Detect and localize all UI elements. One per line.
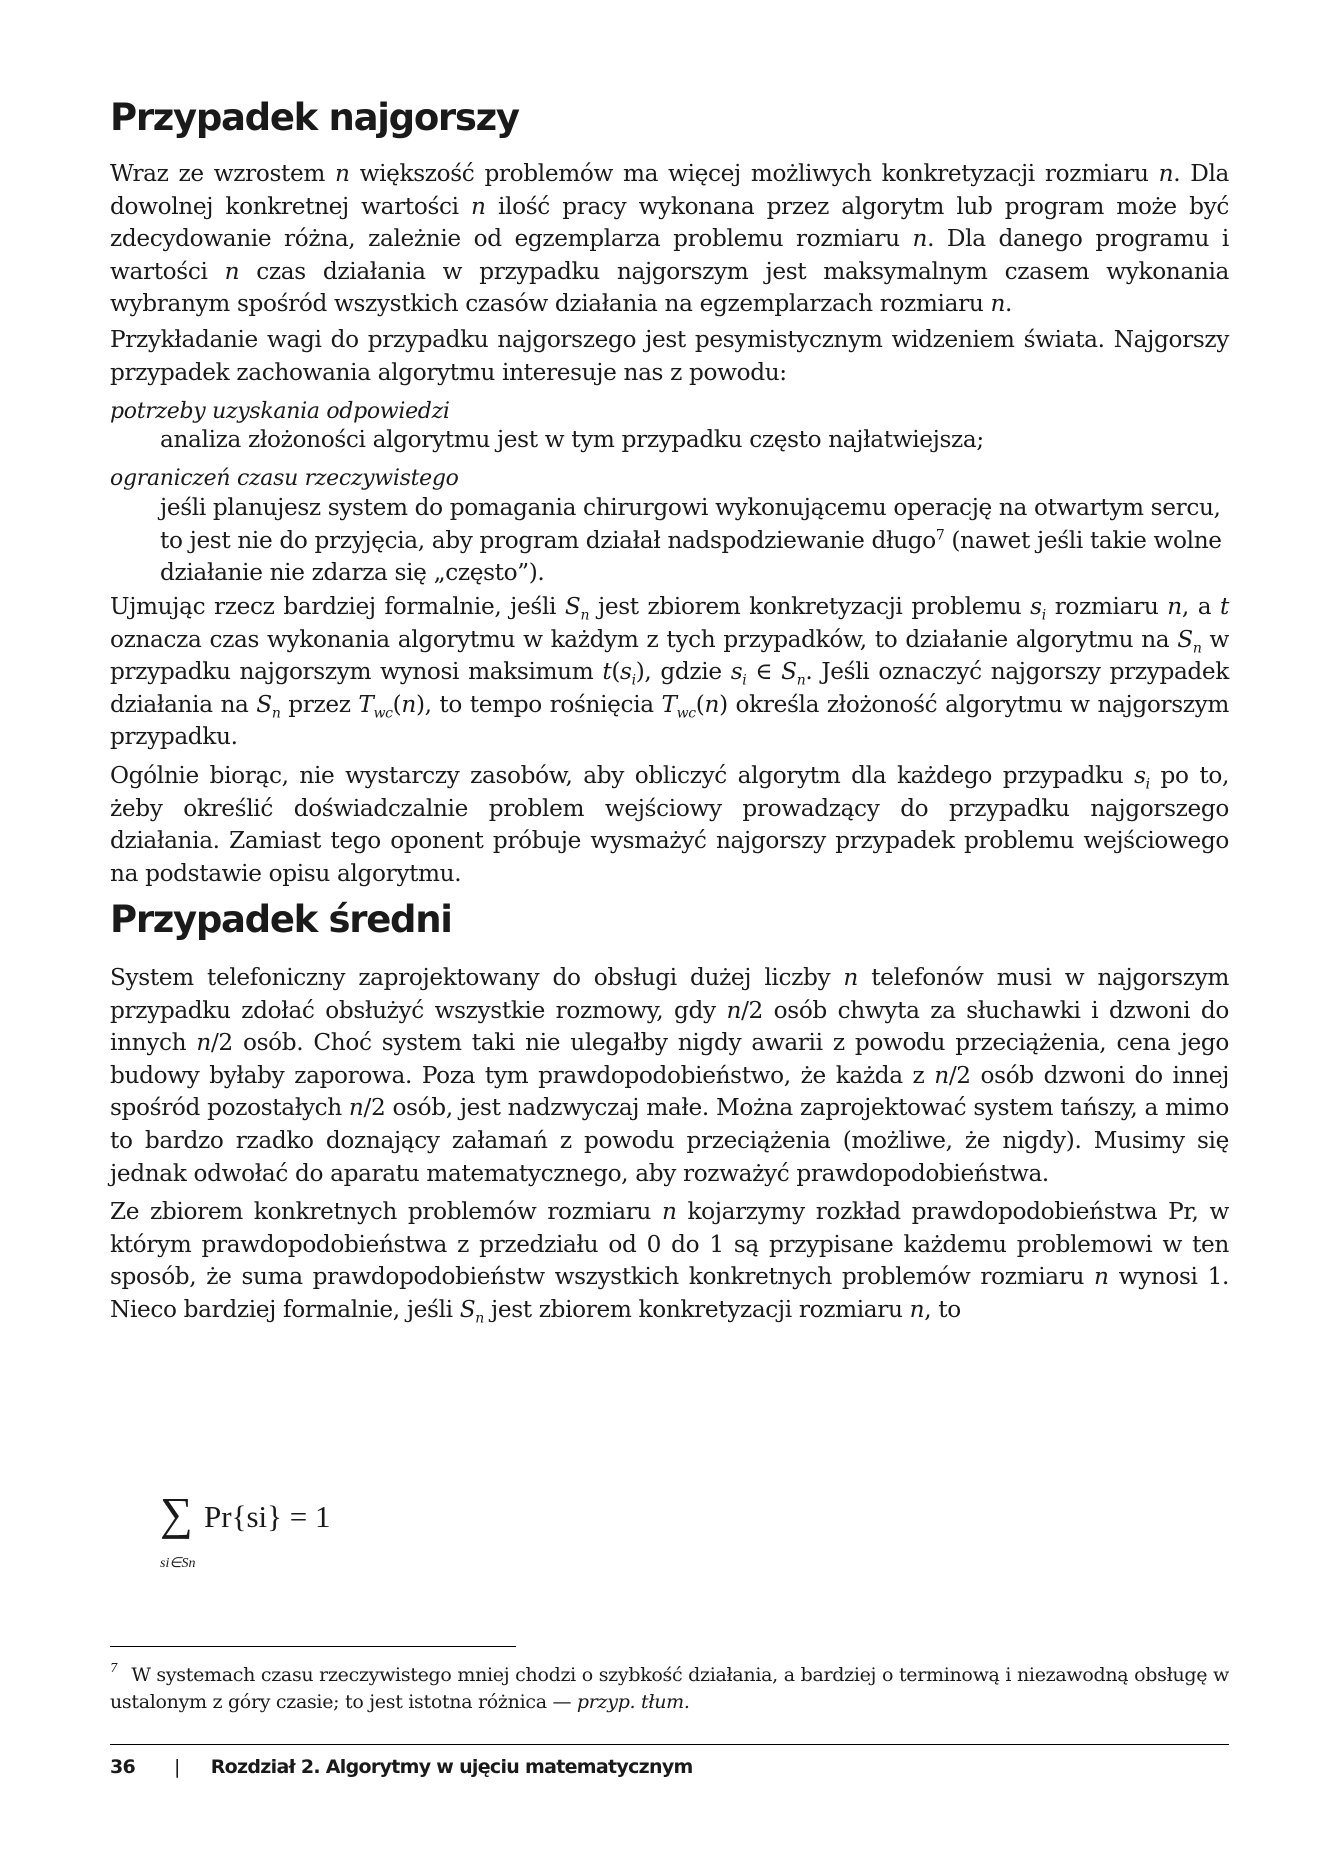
definition-text-realtime-after: (nawet jeśli takie wolne działanie nie zdarza się „często”).	[160, 526, 1222, 587]
paragraph-pessimistic: Przykładanie wagi do przypadku najgorszego jest pesymistycznym widzeniem świata. Najgorszy przypadek zachowania algorytmu interesuje nas z powodu:	[110, 326, 1229, 386]
footnote-divider	[110, 1646, 516, 1647]
paragraph-worst-case-intro: Wraz ze wzrostem n większość problemów ma więcej możliwych konkretyzacji rozmiaru n. Dla dowolnej konkretnej wartości n ilość pracy wykonana przez algorytm lub program może być zdecydowanie różna, zależnie od egzemplarza problemu rozmiaru n. Dla danego programu i wartości n czas działania w przypadku najgorszym jest maksymalnym czasem wykonania wybranym spośród wszystkich czasów działania na egzemplarzach rozmiaru n.	[110, 160, 1229, 318]
definition-text-realtime-main: jeśli planujesz system do pomagania chirurgowi wykonującemu operację na otwartym sercu, to jest nie do przyjęcia, aby program działał nadspodziewanie długo	[160, 494, 1221, 554]
sigma-symbol: ∑	[160, 1488, 193, 1539]
footnote-7	[110, 1655, 1229, 1716]
formula-expression: Pr{si} = 1	[204, 1499, 331, 1534]
section-heading-worst-case: Przypadek najgorszy	[110, 96, 519, 139]
paragraph-probability-distribution: Ze zbiorem konkretnych problemów rozmiaru n kojarzymy rozkład prawdopodobieństwa Pr, w którym prawdopodobieństwa z przedziału od 0 do 1 są przypisane każdemu problemowi w ten sposób, że suma prawdopodobieństw wszystkich konkretnych problemów rozmiaru n wynosi 1. Nieco bardziej formalnie, jeśli $S_n$ jest zbiorem konkretyzacji rozmiaru n, to	[110, 1198, 1229, 1327]
footer-separator: |	[174, 1756, 180, 1778]
page-number: 36	[110, 1756, 136, 1778]
paragraph-formal-worst-case: Ujmując rzecz bardziej formalnie, jeśli $S_n$ jest zbiorem konkretyzacji problemu $s_i$ rozmiaru n, a t oznacza czas wykonania algorytmu w każdym z tych przypadków, to działanie algorytmu na $S_n$ w przypadku najgorszym wynosi maksimum $t(s_i)$, gdzie $s_i$ ∈ $S_n$. Jeśli oznaczyć najgorszy przypadek działania na $S_n$ przez $T_{wc}(n)$, to tempo rośnięcia $T_{wc}(n)$ określa złożoność algorytmu w najgorszym przypadku.	[110, 593, 1229, 751]
formula-subscript: si∈Sn	[160, 1556, 196, 1571]
chapter-title: Rozdział 2. Algorytmy w ujęciu matematycznym	[210, 1756, 693, 1778]
definition-text-realtime	[160, 492, 1229, 590]
footnote-text: W systemach czasu rzeczywistego mniej chodzi o szybkość działania, a bardziej o terminową i niezawodną obsługę w ustalonym z góry czasie; to jest istotna różnica —	[110, 1664, 1229, 1713]
definition-term-answer: potrzeby uzyskania odpowiedzi	[110, 399, 450, 424]
footnote-translator-note: przyp. tłum.	[576, 1691, 690, 1713]
definition-text-answer: analiza złożoności algorytmu jest w tym przypadku często najłatwiejsza;	[160, 426, 984, 453]
paragraph-telephone: System telefoniczny zaprojektowany do obsługi dużej liczby n telefonów musi w najgorszym przypadku zdołać obsłużyć wszystkie rozmowy, gdy n/2 osób chwyta za słuchawki i dzwoni do innych n/2 osób. Choć system taki nie ulegałby nigdy awarii z powodu przeciążenia, cena jego budowy byłaby zaporowa. Poza tym prawdopodobieństwo, że każda z n/2 osób dzwoni do innej spośród pozostałych n/2 osób, jest nadzwyczaj małe. Można zaprojektować system tańszy, a mimo to bardzo rzadko doznający załamań z powodu przeciążenia (możliwe, że nigdy). Musimy się jednak odwołać do aparatu matematycznego, aby rozważyć prawdopodobieństwa.	[110, 964, 1229, 1187]
page-footer	[110, 1756, 693, 1778]
footer-divider	[110, 1744, 1229, 1745]
footnote-mark: 7	[110, 1661, 118, 1675]
definition-term-realtime: ograniczeń czasu rzeczywistego	[110, 466, 459, 491]
footnote-reference: 7	[935, 526, 945, 543]
paragraph-oponent: Ogólnie biorąc, nie wystarczy zasobów, aby obliczyć algorytm dla każdego przypadku $s_i$ po to, żeby określić doświadczalnie problem wejściowy prowadzący do przypadku najgorszego działania. Zamiast tego oponent próbuje wysmażyć najgorszy przypadek problemu wejściowego na podstawie opisu algorytmu.	[110, 762, 1230, 887]
section-heading-average-case: Przypadek średni	[110, 898, 452, 941]
